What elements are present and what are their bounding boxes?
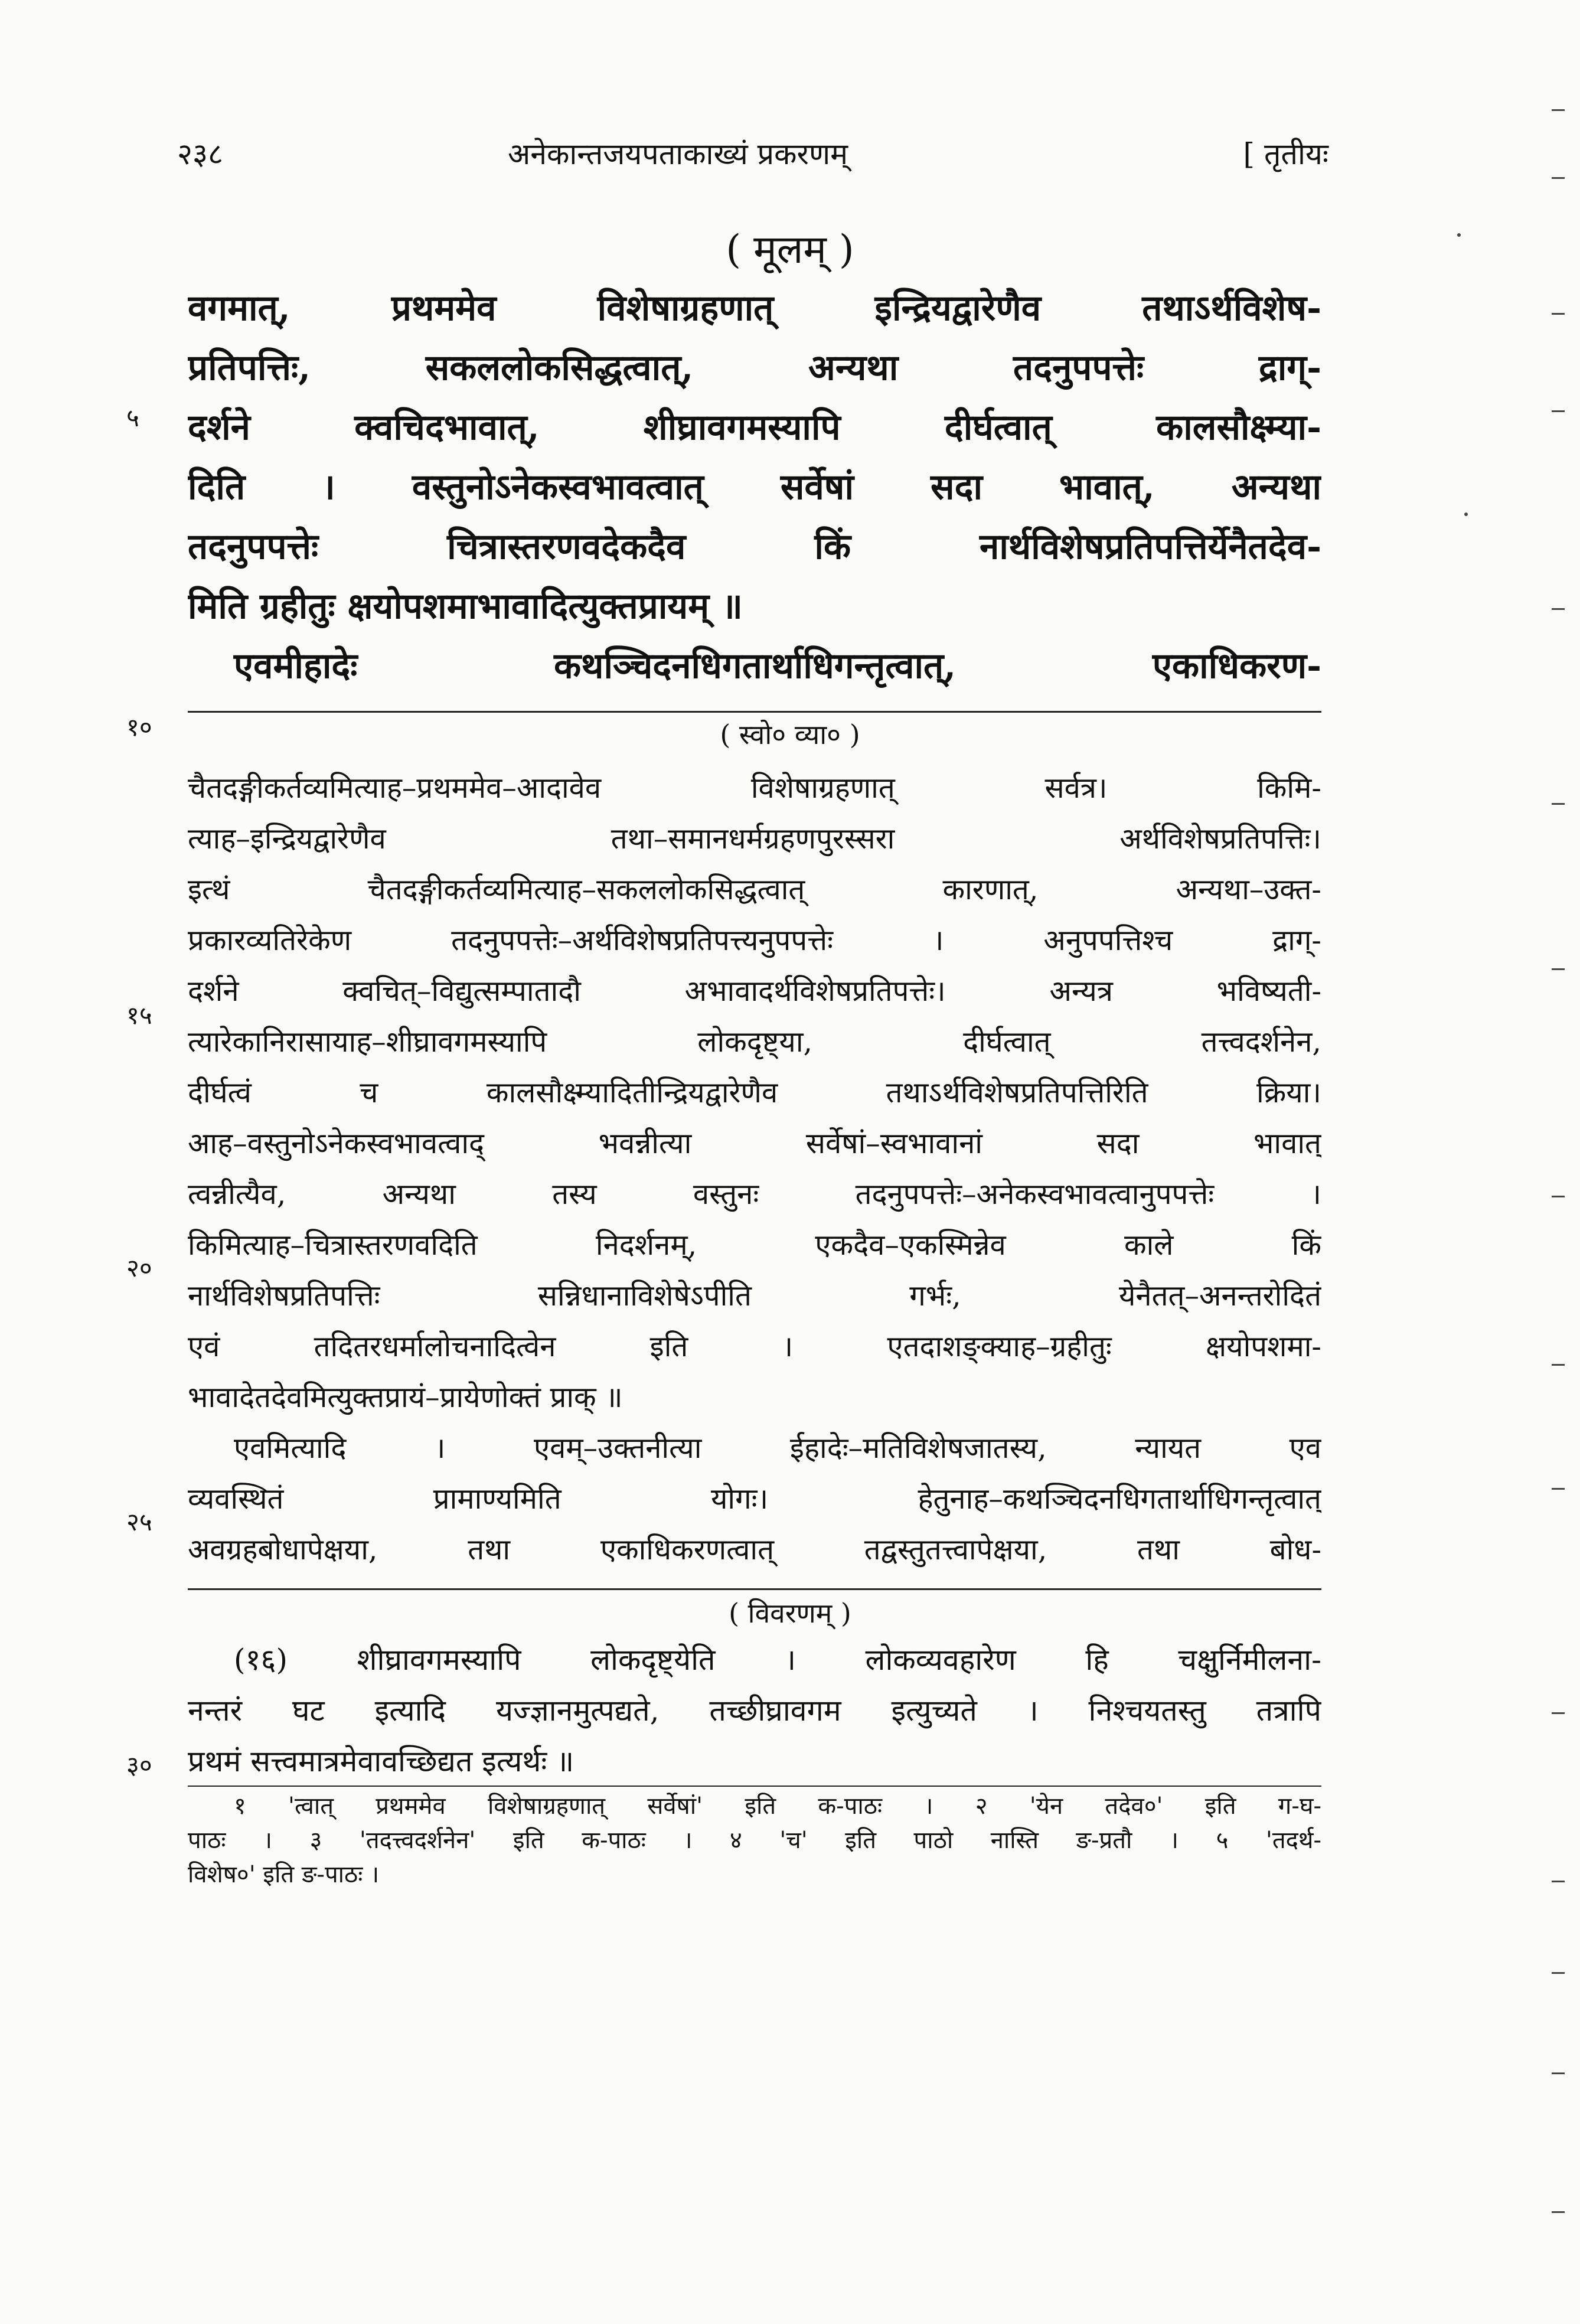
- line-number: १५: [126, 1001, 152, 1030]
- vivarana-line: नन्तरं घट इत्यादि यज्ज्ञानमुत्पद्यते, तच्छीघ्रावगम इत्युच्यते । निश्चयतस्तु तत्रापि: [188, 1693, 1321, 1728]
- scan-speck: [1464, 513, 1468, 516]
- commentary-line: आह–वस्तुनोऽनेकस्वभावत्वाद् भवन्नीत्या सर्वेषां–स्वभावानां सदा भावात्: [188, 1127, 1321, 1160]
- footnote-line: विशेष०' इति ङ-पाठः ।: [188, 1861, 380, 1888]
- scan-edge-mark: [1552, 410, 1565, 412]
- vivarana-line: (१६) शीघ्रावगमस्यापि लोकदृष्ट्येति । लोकव्यवहारेण हि चक्षुर्निमीलना-: [234, 1643, 1321, 1677]
- scan-edge-mark: [1552, 968, 1565, 970]
- commentary-line: अवग्रहबोधापेक्षया, तथा एकाधिकरणत्वात् तद्वस्तुतत्त्वापेक्षया, तथा बोध-: [188, 1533, 1321, 1566]
- scan-edge-mark: [1552, 109, 1565, 111]
- scan-edge-mark: [1552, 1196, 1565, 1197]
- scan-edge-mark: [1552, 1972, 1565, 1974]
- svopajna-heading: ( स्वो० व्या० ): [720, 719, 860, 750]
- mool-line: दिति । वस्तुनोऽनेकस्वभावत्वात् सर्वेषां सदा भावात्, अन्यथा: [188, 466, 1321, 508]
- line-number: १०: [126, 713, 152, 742]
- commentary-line: किमित्याह–चित्रास्तरणवदिति निदर्शनम्, एकदैव–एकस्मिन्नेव काले किं: [188, 1228, 1321, 1262]
- footnote-line: १ 'त्वात् प्रथममेव विशेषाग्रहणात् सर्वेषां' इति क-पाठः । २ 'येन तदेव०' इति ग-घ-: [234, 1793, 1321, 1820]
- scan-edge-mark: [1552, 1881, 1565, 1882]
- section-divider: [188, 711, 1321, 713]
- line-number: २५: [126, 1507, 152, 1536]
- vivarana-text: [188, 1634, 1321, 1787]
- commentary-line: एवमित्यादि । एवम्–उक्तनीत्या ईहादेः–मतिविशेषजातस्य, न्यायत एव: [234, 1431, 1321, 1465]
- section-divider: [188, 1588, 1321, 1590]
- footnotes: [188, 1789, 1321, 1892]
- scan-edge-mark: [1552, 803, 1565, 805]
- line-number: २०: [126, 1254, 152, 1282]
- scan-edge-mark: [1552, 1712, 1565, 1714]
- mool-line: एवमीहादेः कथञ्चिदनधिगतार्थाधिगन्तृत्वात्, एकाधिकरण-: [234, 645, 1321, 687]
- mool-text: [188, 279, 1321, 696]
- footnote-line: पाठः । ३ 'तदत्त्वदर्शनेन' इति क-पाठः । ४ 'च' इति पाठो नास्ति ङ-प्रतौ । ५ 'तदर्थ-: [188, 1827, 1321, 1854]
- page-number: २३८: [177, 137, 223, 171]
- mool-line: तदनुपपत्तेः चित्रास्तरणवदेकदैव किं नार्थविशेषप्रतिपत्तिर्येनैतदेव-: [188, 526, 1321, 567]
- running-header: [177, 133, 1328, 180]
- vivarana-line: प्रथमं सत्त्वमात्रमेवावच्छिद्यत इत्यर्थः ॥: [188, 1744, 574, 1778]
- mool-heading: ( मूलम् ): [726, 227, 854, 272]
- scan-edge-mark: [1552, 2072, 1565, 2074]
- line-number: ३०: [126, 1751, 152, 1780]
- commentary-line: व्यवस्थितं प्रामाण्यमिति योगः। हेतुनाह–कथञ्चिदनधिगतार्थाधिगन्तृत्वात्: [188, 1482, 1321, 1516]
- mool-line: दर्शने क्वचिदभावात्, शीघ्रावगमस्यापि दीर्घत्वात् कालसौक्ष्म्या-: [188, 407, 1321, 448]
- scan-edge-mark: [1552, 2211, 1565, 2213]
- footnote-divider: [188, 1786, 1321, 1787]
- commentary-line: त्वन्नीत्यैव, अन्यथा तस्य वस्तुनः तदनुपपत्तेः–अनेकस्वभावत्वानुपपत्तेः ।: [188, 1177, 1321, 1211]
- commentary-line: दीर्घत्वं च कालसौक्ष्म्यादितीन्द्रियद्वारेणैव तथाऽर्थविशेषप्रतिपत्तिरिति क्रिया।: [188, 1076, 1321, 1109]
- commentary-text: [188, 763, 1321, 1575]
- running-title: अनेकान्तजयपताकाख्यं प्रकरणम्: [508, 137, 848, 171]
- scan-edge-mark: [1552, 177, 1565, 179]
- mool-line: मिति ग्रहीतुः क्षयोपशमाभावादित्युक्तप्रायम् ॥: [188, 586, 743, 627]
- section-marker: [ तृतीयः: [1243, 137, 1328, 171]
- mool-line: वगमात्, प्रथममेव विशेषाग्रहणात् इन्द्रियद्वारेणैव तथाऽर्थविशेष-: [188, 288, 1321, 329]
- line-number: ५: [126, 403, 139, 432]
- commentary-line: भावादेतदेवमित्युक्तप्रायं–प्रायेणोक्तं प्राक् ॥: [188, 1380, 623, 1414]
- scan-speck: [1457, 233, 1461, 237]
- scan-edge-mark: [1552, 608, 1565, 610]
- scan-edge-mark: [1552, 1488, 1565, 1490]
- commentary-line: दर्शने क्वचित्–विद्युत्सम्पातादौ अभावादर्थविशेषप्रतिपत्तेः। अन्यत्र भविष्यती-: [188, 974, 1321, 1008]
- scan-edge-mark: [1552, 1364, 1565, 1366]
- commentary-line: इत्थं चैतदङ्गीकर्तव्यमित्याह–सकललोकसिद्धत्वात् कारणात्, अन्यथा–उक्त-: [188, 873, 1321, 906]
- vivaranam-heading: ( विवरणम् ): [729, 1597, 851, 1629]
- commentary-line: त्यारेकानिरासायाह–शीघ्रावगमस्यापि लोकदृष्ट्या, दीर्घत्वात् तत्त्वदर्शनेन,: [188, 1025, 1321, 1059]
- commentary-line: प्रकारव्यतिरेकेण तदनुपपत्तेः–अर्थविशेषप्रतिपत्त्यनुपपत्तेः । अनुपपत्तिश्च द्राग्-: [188, 923, 1321, 957]
- commentary-line: चैतदङ्गीकर्तव्यमित्याह–प्रथममेव–आदावेव विशेषाग्रहणात् सर्वत्र। किमि-: [188, 771, 1321, 805]
- commentary-line: एवं तदितरधर्मालोचनादित्वेन इति । एतदाशङ्क्याह–ग्रहीतुः क्षयोपशमा-: [188, 1330, 1321, 1363]
- commentary-line: त्याह–इन्द्रियद्वारेणैव तथा–समानधर्मग्रहणपुरस्सरा अर्थविशेषप्रतिपत्तिः।: [188, 822, 1321, 856]
- mool-line: प्रतिपत्तिः, सकललोकसिद्धत्वात्, अन्यथा तदनुपपत्तेः द्राग्-: [188, 347, 1321, 389]
- commentary-line: नार्थविशेषप्रतिपत्तिः सन्निधानाविशेषेऽपीति गर्भः, येनैतत्–अनन्तरोदितं: [188, 1279, 1321, 1313]
- scan-edge-mark: [1552, 313, 1565, 315]
